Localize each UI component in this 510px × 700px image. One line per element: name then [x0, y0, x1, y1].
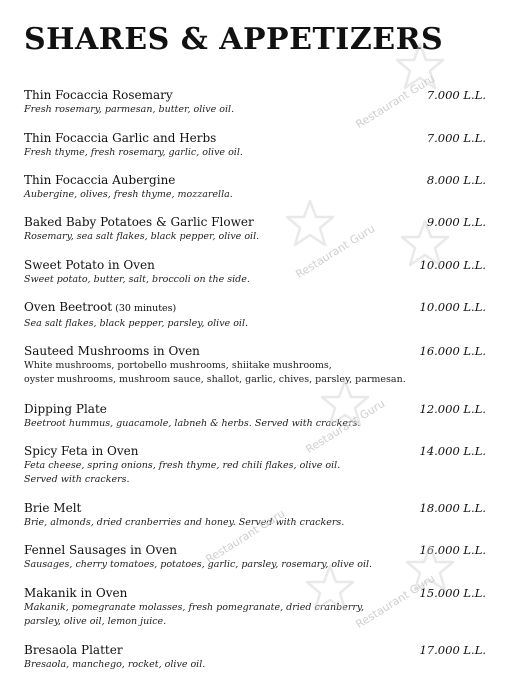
menu-item-description: White mushrooms, portobello mushrooms, shiitake mushrooms, — [24, 360, 332, 371]
menu-item-description: parsley, olive oil, lemon juice. — [24, 616, 167, 627]
menu-item-name — [24, 214, 486, 230]
menu-item — [24, 642, 486, 672]
menu-item-name-text: Fennel Sausages in Oven — [24, 543, 177, 557]
menu-item-description: Fresh thyme, fresh rosemary, garlic, olive oil. — [24, 147, 243, 158]
menu-item-description: Bresaola, manchego, rocket, olive oil. — [24, 659, 206, 670]
menu-item-name — [24, 542, 486, 558]
menu-item-description: Makanik, pomegranate molasses, fresh pomegranate, dried cranberry, — [24, 602, 365, 613]
menu-item-price: 10.000 L.L. — [419, 258, 486, 272]
menu-item-price: 16.000 L.L. — [419, 543, 486, 557]
menu-item-description: Brie, almonds, dried cranberries and honey. Served with crackers. — [24, 517, 345, 528]
watermark-text: Restaurant Guru — [203, 506, 288, 567]
menu-item-description: Sausages, cherry tomatoes, potatoes, garlic, parsley, rosemary, olive oil. — [24, 559, 373, 570]
watermark-text: Restaurant Guru — [293, 221, 378, 282]
watermark-text: Restaurant Guru — [353, 71, 438, 132]
menu-item — [24, 172, 486, 202]
menu-item — [24, 130, 486, 160]
menu-item-name-text: Bresaola Platter — [24, 643, 123, 657]
menu-item-name-text: Baked Baby Potatoes & Garlic Flower — [24, 215, 254, 229]
menu-item — [24, 401, 486, 431]
menu-item-name-text: Sauteed Mushrooms in Oven — [24, 344, 200, 358]
menu-item-description: Sweet potato, butter, salt, broccoli on the side. — [24, 274, 250, 285]
menu-item-price: 10.000 L.L. — [419, 300, 486, 314]
menu-item-description: oyster mushrooms, mushroom sauce, shallot, garlic, chives, parsley, parmesan. — [24, 374, 406, 385]
menu-item-name-text: Thin Focaccia Garlic and Herbs — [24, 131, 217, 145]
menu-title: SHARES & APPETIZERS — [24, 22, 444, 57]
menu-item-note: (30 minutes) — [112, 303, 177, 314]
menu-item-price: 8.000 L.L. — [426, 173, 486, 187]
menu-item-price: 15.000 L.L. — [419, 586, 486, 600]
menu-item-price: 14.000 L.L. — [419, 444, 486, 458]
menu-item-price: 18.000 L.L. — [419, 501, 486, 515]
menu-item-description: Served with crackers. — [24, 474, 130, 485]
menu-item-price: 12.000 L.L. — [419, 402, 486, 416]
menu-item-name-text: Sweet Potato in Oven — [24, 258, 155, 272]
menu-item-name — [24, 299, 486, 317]
menu-item-name — [24, 130, 486, 146]
menu-item-price: 16.000 L.L. — [419, 344, 486, 358]
watermark-text: Restaurant Guru — [353, 571, 438, 632]
menu-item-name — [24, 585, 486, 601]
menu-item-name — [24, 642, 486, 658]
menu-item — [24, 87, 486, 117]
menu-item-name-text: Thin Focaccia Rosemary — [24, 88, 173, 102]
menu-item — [24, 443, 486, 487]
menu-item-name — [24, 172, 486, 188]
menu-item — [24, 299, 486, 331]
menu-item-price: 9.000 L.L. — [426, 215, 486, 229]
menu-item — [24, 542, 486, 572]
menu-item-description: Rosemary, sea salt flakes, black pepper, olive oil. — [24, 231, 260, 242]
menu-item-name-text: Spicy Feta in Oven — [24, 444, 139, 458]
watermark-text: Restaurant Guru — [303, 396, 388, 457]
menu-item-name — [24, 87, 486, 103]
menu-item-name — [24, 257, 486, 273]
menu-item — [24, 500, 486, 530]
menu-item — [24, 343, 486, 387]
menu-item-price: 7.000 L.L. — [426, 131, 486, 145]
menu-item-description: Aubergine, olives, fresh thyme, mozzarella. — [24, 189, 233, 200]
menu-item-price: 7.000 L.L. — [426, 88, 486, 102]
menu-item — [24, 214, 486, 244]
menu-item-name-text: Dipping Plate — [24, 402, 107, 416]
menu-item-description: Sea salt flakes, black pepper, parsley, olive oil. — [24, 318, 249, 329]
menu-item-description: Fresh rosemary, parmesan, butter, olive oil. — [24, 104, 235, 115]
menu-item-description: Beetroot hummus, guacamole, labneh & herbs. Served with crackers. — [24, 418, 361, 429]
menu-item-name-text: Oven Beetroot — [24, 300, 113, 314]
menu-item-name — [24, 500, 486, 516]
menu-item-name — [24, 343, 486, 359]
menu-item-name — [24, 443, 486, 459]
menu-item-name — [24, 401, 486, 417]
menu-item-price: 17.000 L.L. — [419, 643, 486, 657]
menu-item — [24, 585, 486, 629]
menu-item-name-text: Thin Focaccia Aubergine — [24, 173, 176, 187]
menu-item — [24, 257, 486, 287]
menu-item-description: Feta cheese, spring onions, fresh thyme, red chili flakes, olive oil. — [24, 460, 341, 471]
menu-item-name-text: Brie Melt — [24, 501, 82, 515]
menu-item-name-text: Makanik in Oven — [24, 586, 128, 600]
